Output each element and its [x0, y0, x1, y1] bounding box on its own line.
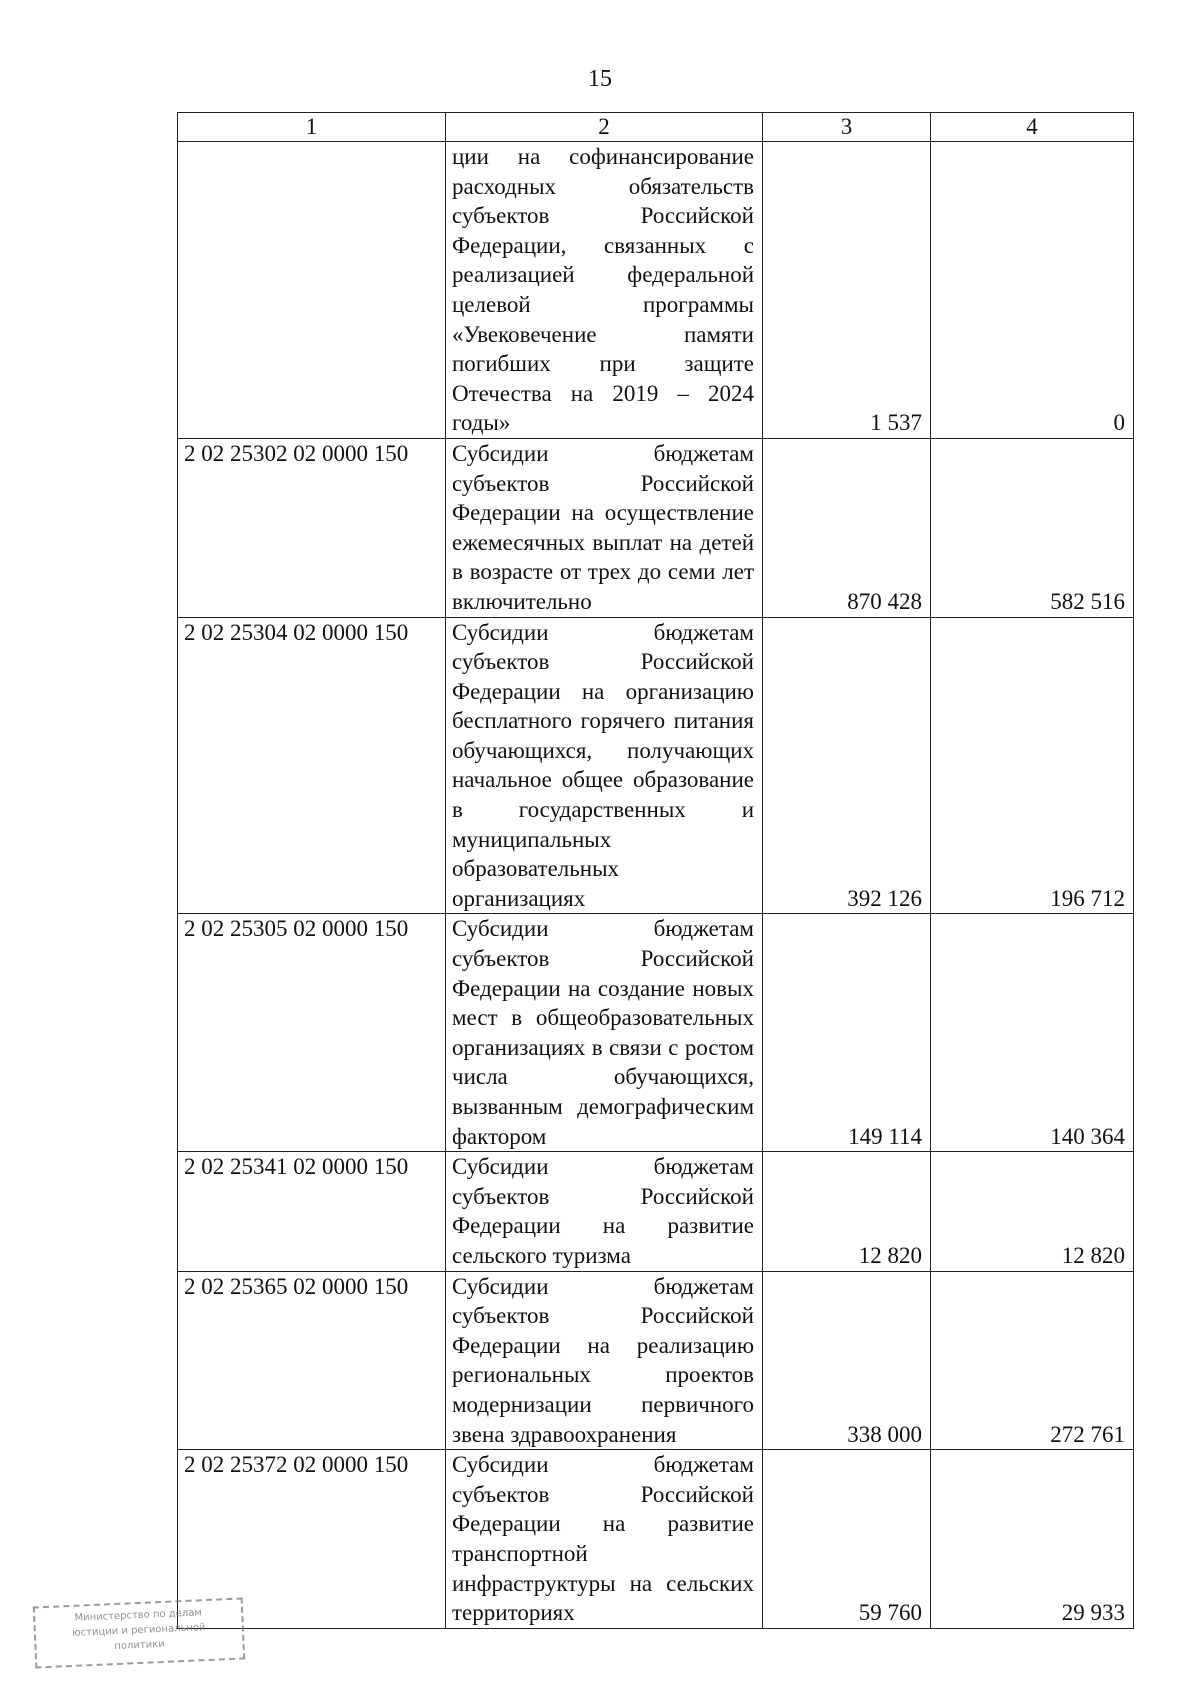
amount-col3: 338 000: [763, 1271, 931, 1450]
amount-col4: 0: [931, 142, 1134, 439]
header-cell: 2: [446, 113, 763, 142]
stamp-line: Министерство по делам: [74, 1607, 203, 1624]
header-cell: 4: [931, 113, 1134, 142]
page-number: 15: [588, 66, 612, 92]
table-row: [178, 1152, 1134, 1271]
amount-col3: 12 820: [763, 1152, 931, 1271]
budget-code: 2 02 25305 02 0000 150: [178, 914, 446, 1152]
budget-code: 2 02 25365 02 0000 150: [178, 1271, 446, 1450]
header-cell: 3: [763, 113, 931, 142]
table-row: [178, 914, 1134, 1152]
budget-code: 2 02 25304 02 0000 150: [178, 617, 446, 914]
amount-col3: 1 537: [763, 142, 931, 439]
amount-col3: 149 114: [763, 914, 931, 1152]
amount-col3: 870 428: [763, 438, 931, 617]
row-description: Субсидии бюджетам субъектов Российской Федерации на создание новых мест в общеобразовательных организациях в связи с ростом числа обучающихся, вызванным демографическим фактором: [446, 914, 763, 1152]
amount-col4: 12 820: [931, 1152, 1134, 1271]
amount-col4: 196 712: [931, 617, 1134, 914]
table-row: [178, 1271, 1134, 1450]
stamp-line: юстиции и региональной: [72, 1622, 206, 1639]
amount-col3: 59 760: [763, 1450, 931, 1629]
table-row: [178, 617, 1134, 914]
header-cell: 1: [178, 113, 446, 142]
row-description: Субсидии бюджетам субъектов Российской Федерации на осуществление ежемесячных выплат на детей в возрасте от трех до семи лет включительно: [446, 438, 763, 617]
stamp-line: политики: [114, 1638, 165, 1653]
registry-stamp: [33, 1597, 246, 1668]
budget-code: 2 02 25372 02 0000 150: [178, 1450, 446, 1629]
amount-col3: 392 126: [763, 617, 931, 914]
budget-code: [178, 142, 446, 439]
budget-code: 2 02 25341 02 0000 150: [178, 1152, 446, 1271]
amount-col4: 140 364: [931, 914, 1134, 1152]
row-description: ции на софинансирование расходных обязательств субъектов Российской Федерации, связанных с реализацией федеральной целевой программы «Увековечение памяти погибших при защите Отечества на 2019 – 2024 годы»: [446, 142, 763, 439]
row-description: Субсидии бюджетам субъектов Российской Федерации на развитие сельского туризма: [446, 1152, 763, 1271]
amount-col4: 29 933: [931, 1450, 1134, 1629]
table-row: [178, 142, 1134, 439]
row-description: Субсидии бюджетам субъектов Российской Федерации на реализацию региональных проектов модернизации первичного звена здравоохранения: [446, 1271, 763, 1450]
table-header-row: [178, 113, 1134, 142]
budget-table: [177, 112, 1134, 1629]
amount-col4: 582 516: [931, 438, 1134, 617]
amount-col4: 272 761: [931, 1271, 1134, 1450]
table-row: [178, 438, 1134, 617]
row-description: Субсидии бюджетам субъектов Российской Федерации на развитие транспортной инфраструктуры на сельских территориях: [446, 1450, 763, 1629]
table-row: [178, 1450, 1134, 1629]
row-description: Субсидии бюджетам субъектов Российской Федерации на организацию бесплатного горячего питания обучающихся, получающих начальное общее образование в государственных и муниципальных образовательных организациях: [446, 617, 763, 914]
budget-code: 2 02 25302 02 0000 150: [178, 438, 446, 617]
